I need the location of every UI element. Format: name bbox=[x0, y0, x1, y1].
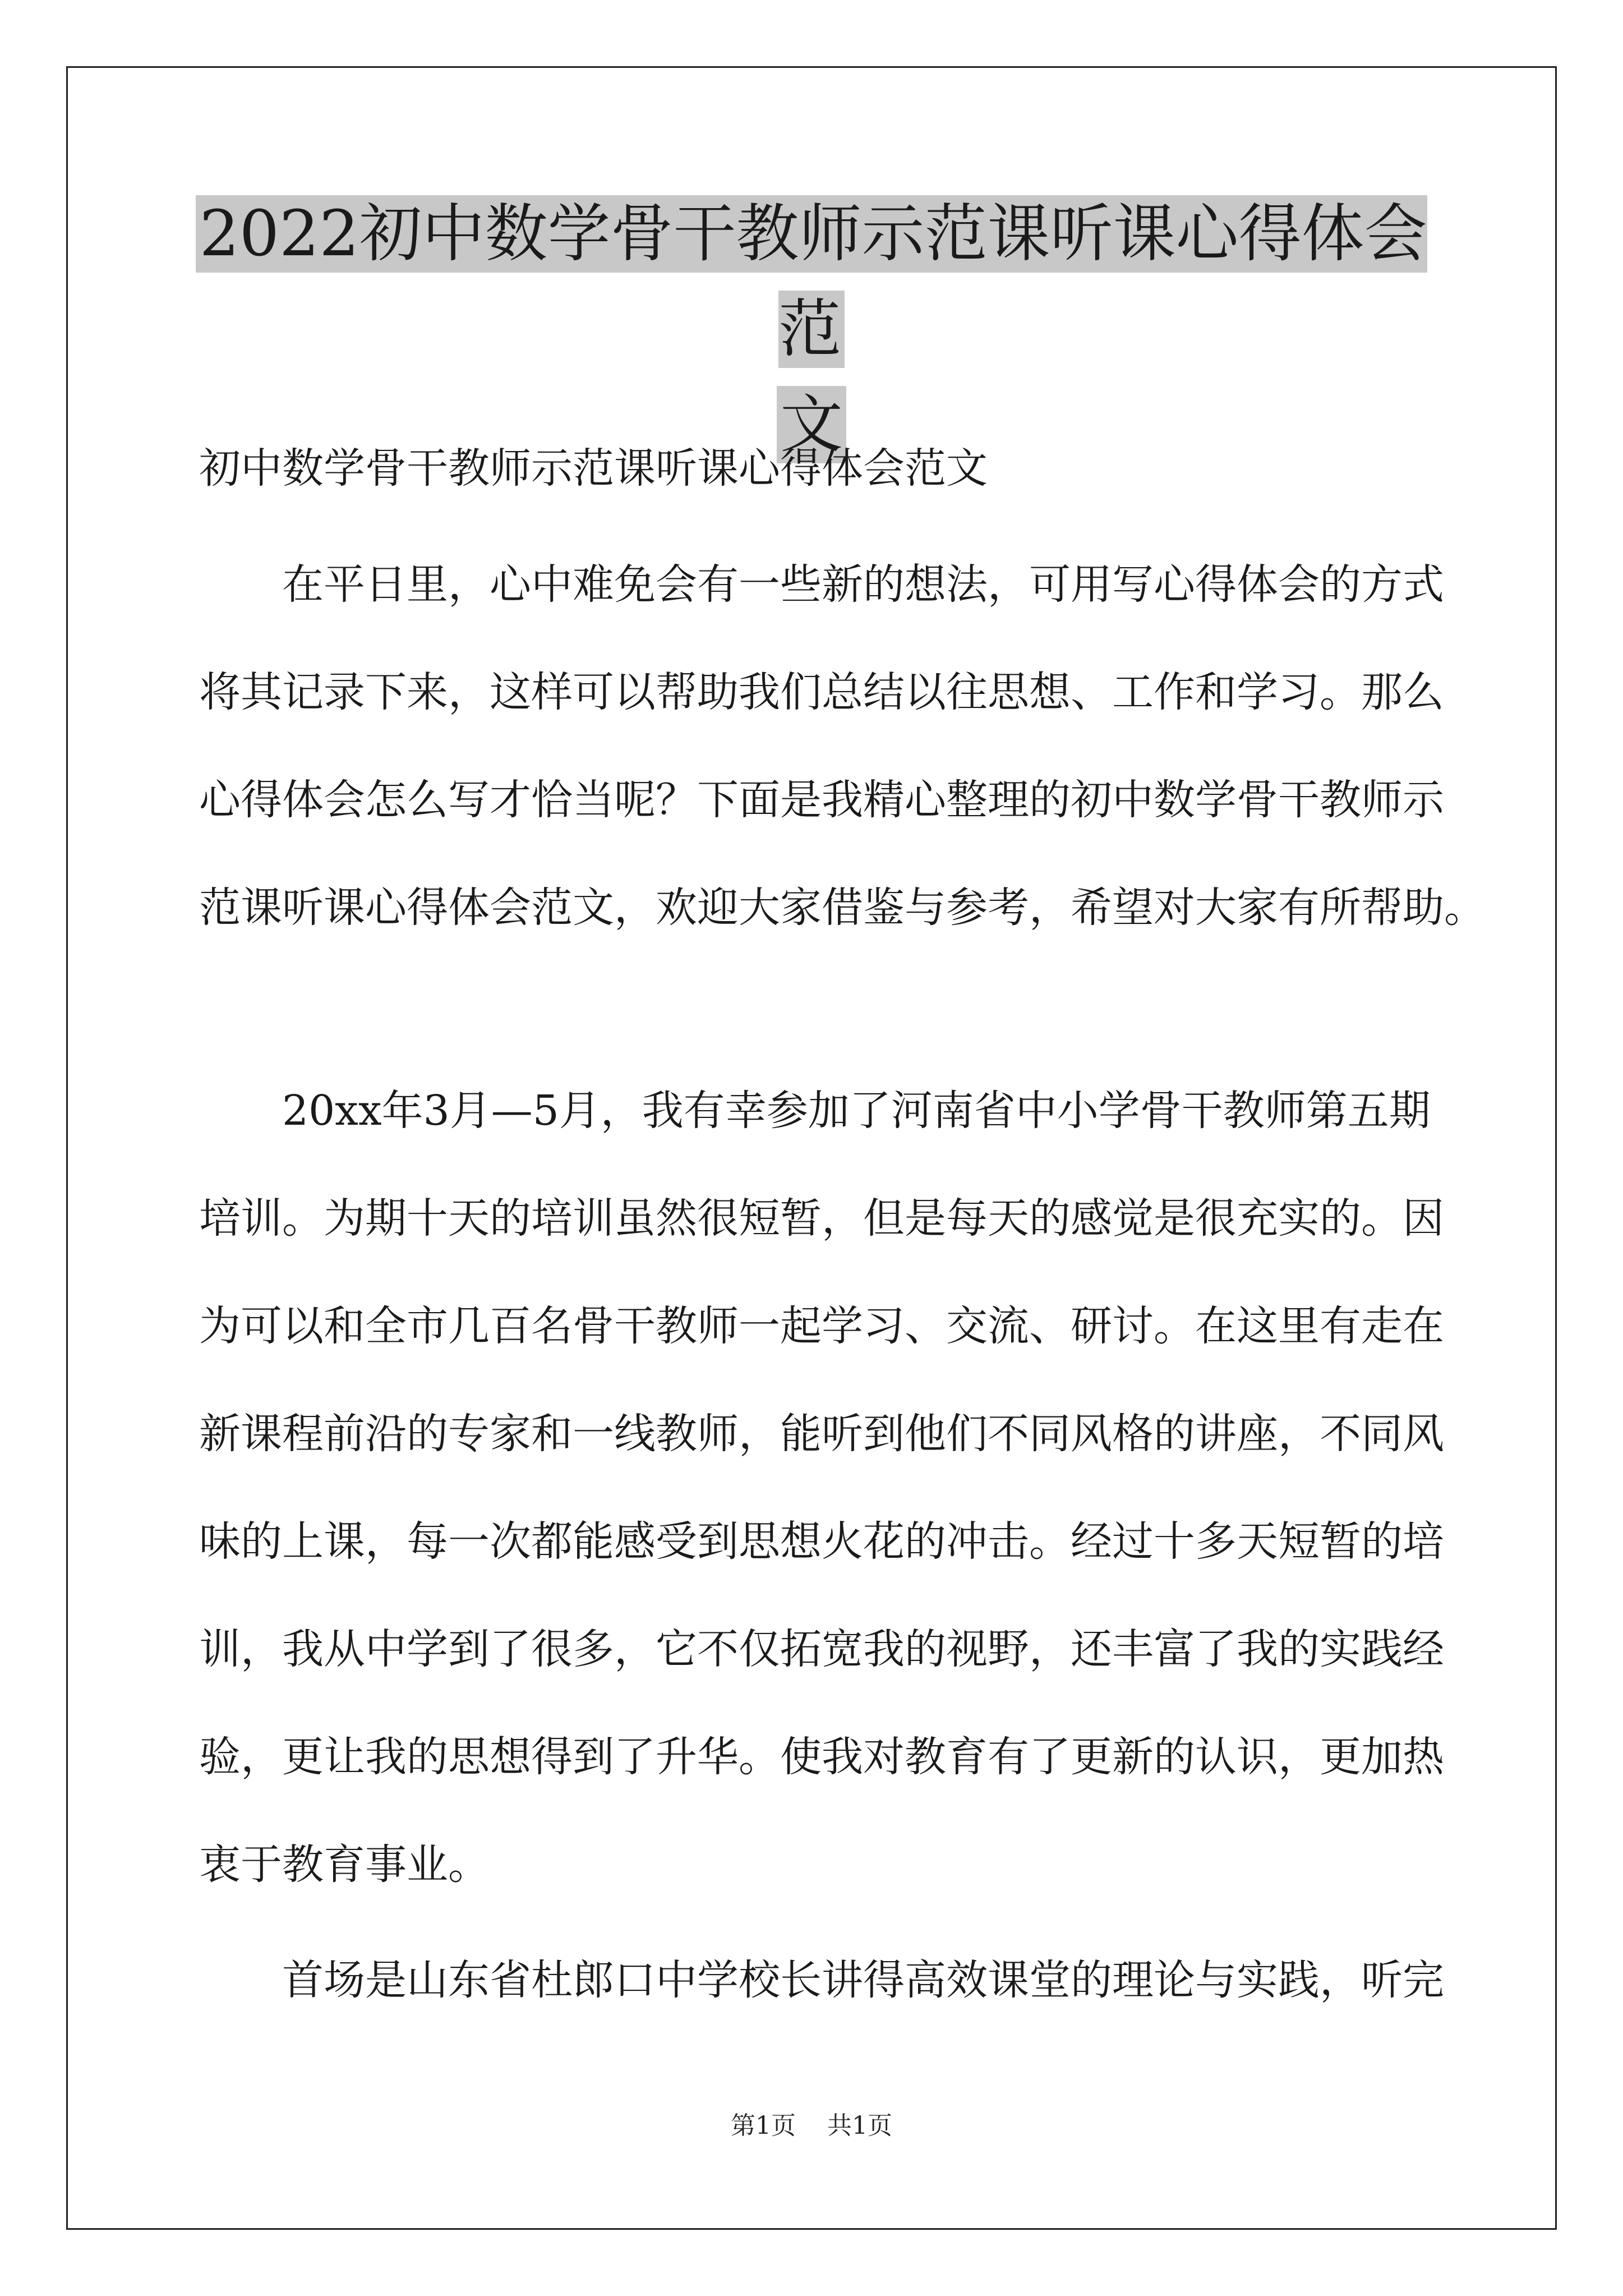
page-footer bbox=[0, 2109, 1623, 2143]
paragraph-line: 新课程前沿的专家和一线教师，能听到他们不同风格的讲座，不同风 bbox=[199, 1410, 1444, 1458]
paragraph-training bbox=[199, 1057, 1444, 1918]
title-line-2: 文 bbox=[777, 386, 846, 463]
paragraph-line: 衷于教育事业。 bbox=[199, 1841, 490, 1889]
page-number: 第1页 bbox=[731, 2111, 796, 2140]
paragraph-line: 培训。为期十天的培训虽然很短暂，但是每天的感觉是很充实的。因 bbox=[199, 1194, 1444, 1243]
paragraph-line: 首场是山东省杜郎口中学校长讲得高效课堂的理论与实践，听完 bbox=[282, 1956, 1444, 2004]
paragraph-line: 心得体会怎么写才恰当呢？下面是我精心整理的初中数学骨干教师示 bbox=[199, 776, 1444, 824]
paragraph-line: 20xx年3月—5月，我有幸参加了河南省中小学骨干教师第五期 bbox=[282, 1087, 1431, 1135]
document-subtitle: 初中数学骨干教师示范课听课心得体会范文 bbox=[199, 444, 988, 493]
paragraph-line: 将其记录下来，这样可以帮助我们总结以往思想、工作和学习。那么 bbox=[199, 668, 1444, 716]
title-line-1: 2022初中数学骨干教师示范课听课心得体会范 bbox=[196, 195, 1427, 368]
paragraph-line: 范课听课心得体会范文，欢迎大家借鉴与参考，希望对大家有所帮助。 bbox=[199, 884, 1486, 932]
paragraph-line: 味的上课，每一次都能感受到思想火花的冲击。经过十多天短暂的培 bbox=[199, 1517, 1444, 1566]
paragraph-line: 为可以和全市几百名骨干教师一起学习、交流、研讨。在这里有走在 bbox=[199, 1302, 1444, 1350]
paragraph-intro bbox=[199, 531, 1486, 961]
paragraph-line: 在平日里，心中难免会有一些新的想法，可用写心得体会的方式 bbox=[282, 560, 1444, 609]
page-total: 共1页 bbox=[827, 2111, 892, 2140]
paragraph-line: 训，我从中学到了很多，它不仅拓宽我的视野，还丰富了我的实践经 bbox=[199, 1625, 1444, 1673]
paragraph-first-session bbox=[199, 1926, 1444, 2034]
document-title bbox=[168, 186, 1455, 472]
paragraph-line: 验，更让我的思想得到了升华。使我对教育有了更新的认识，更加热 bbox=[199, 1733, 1444, 1781]
